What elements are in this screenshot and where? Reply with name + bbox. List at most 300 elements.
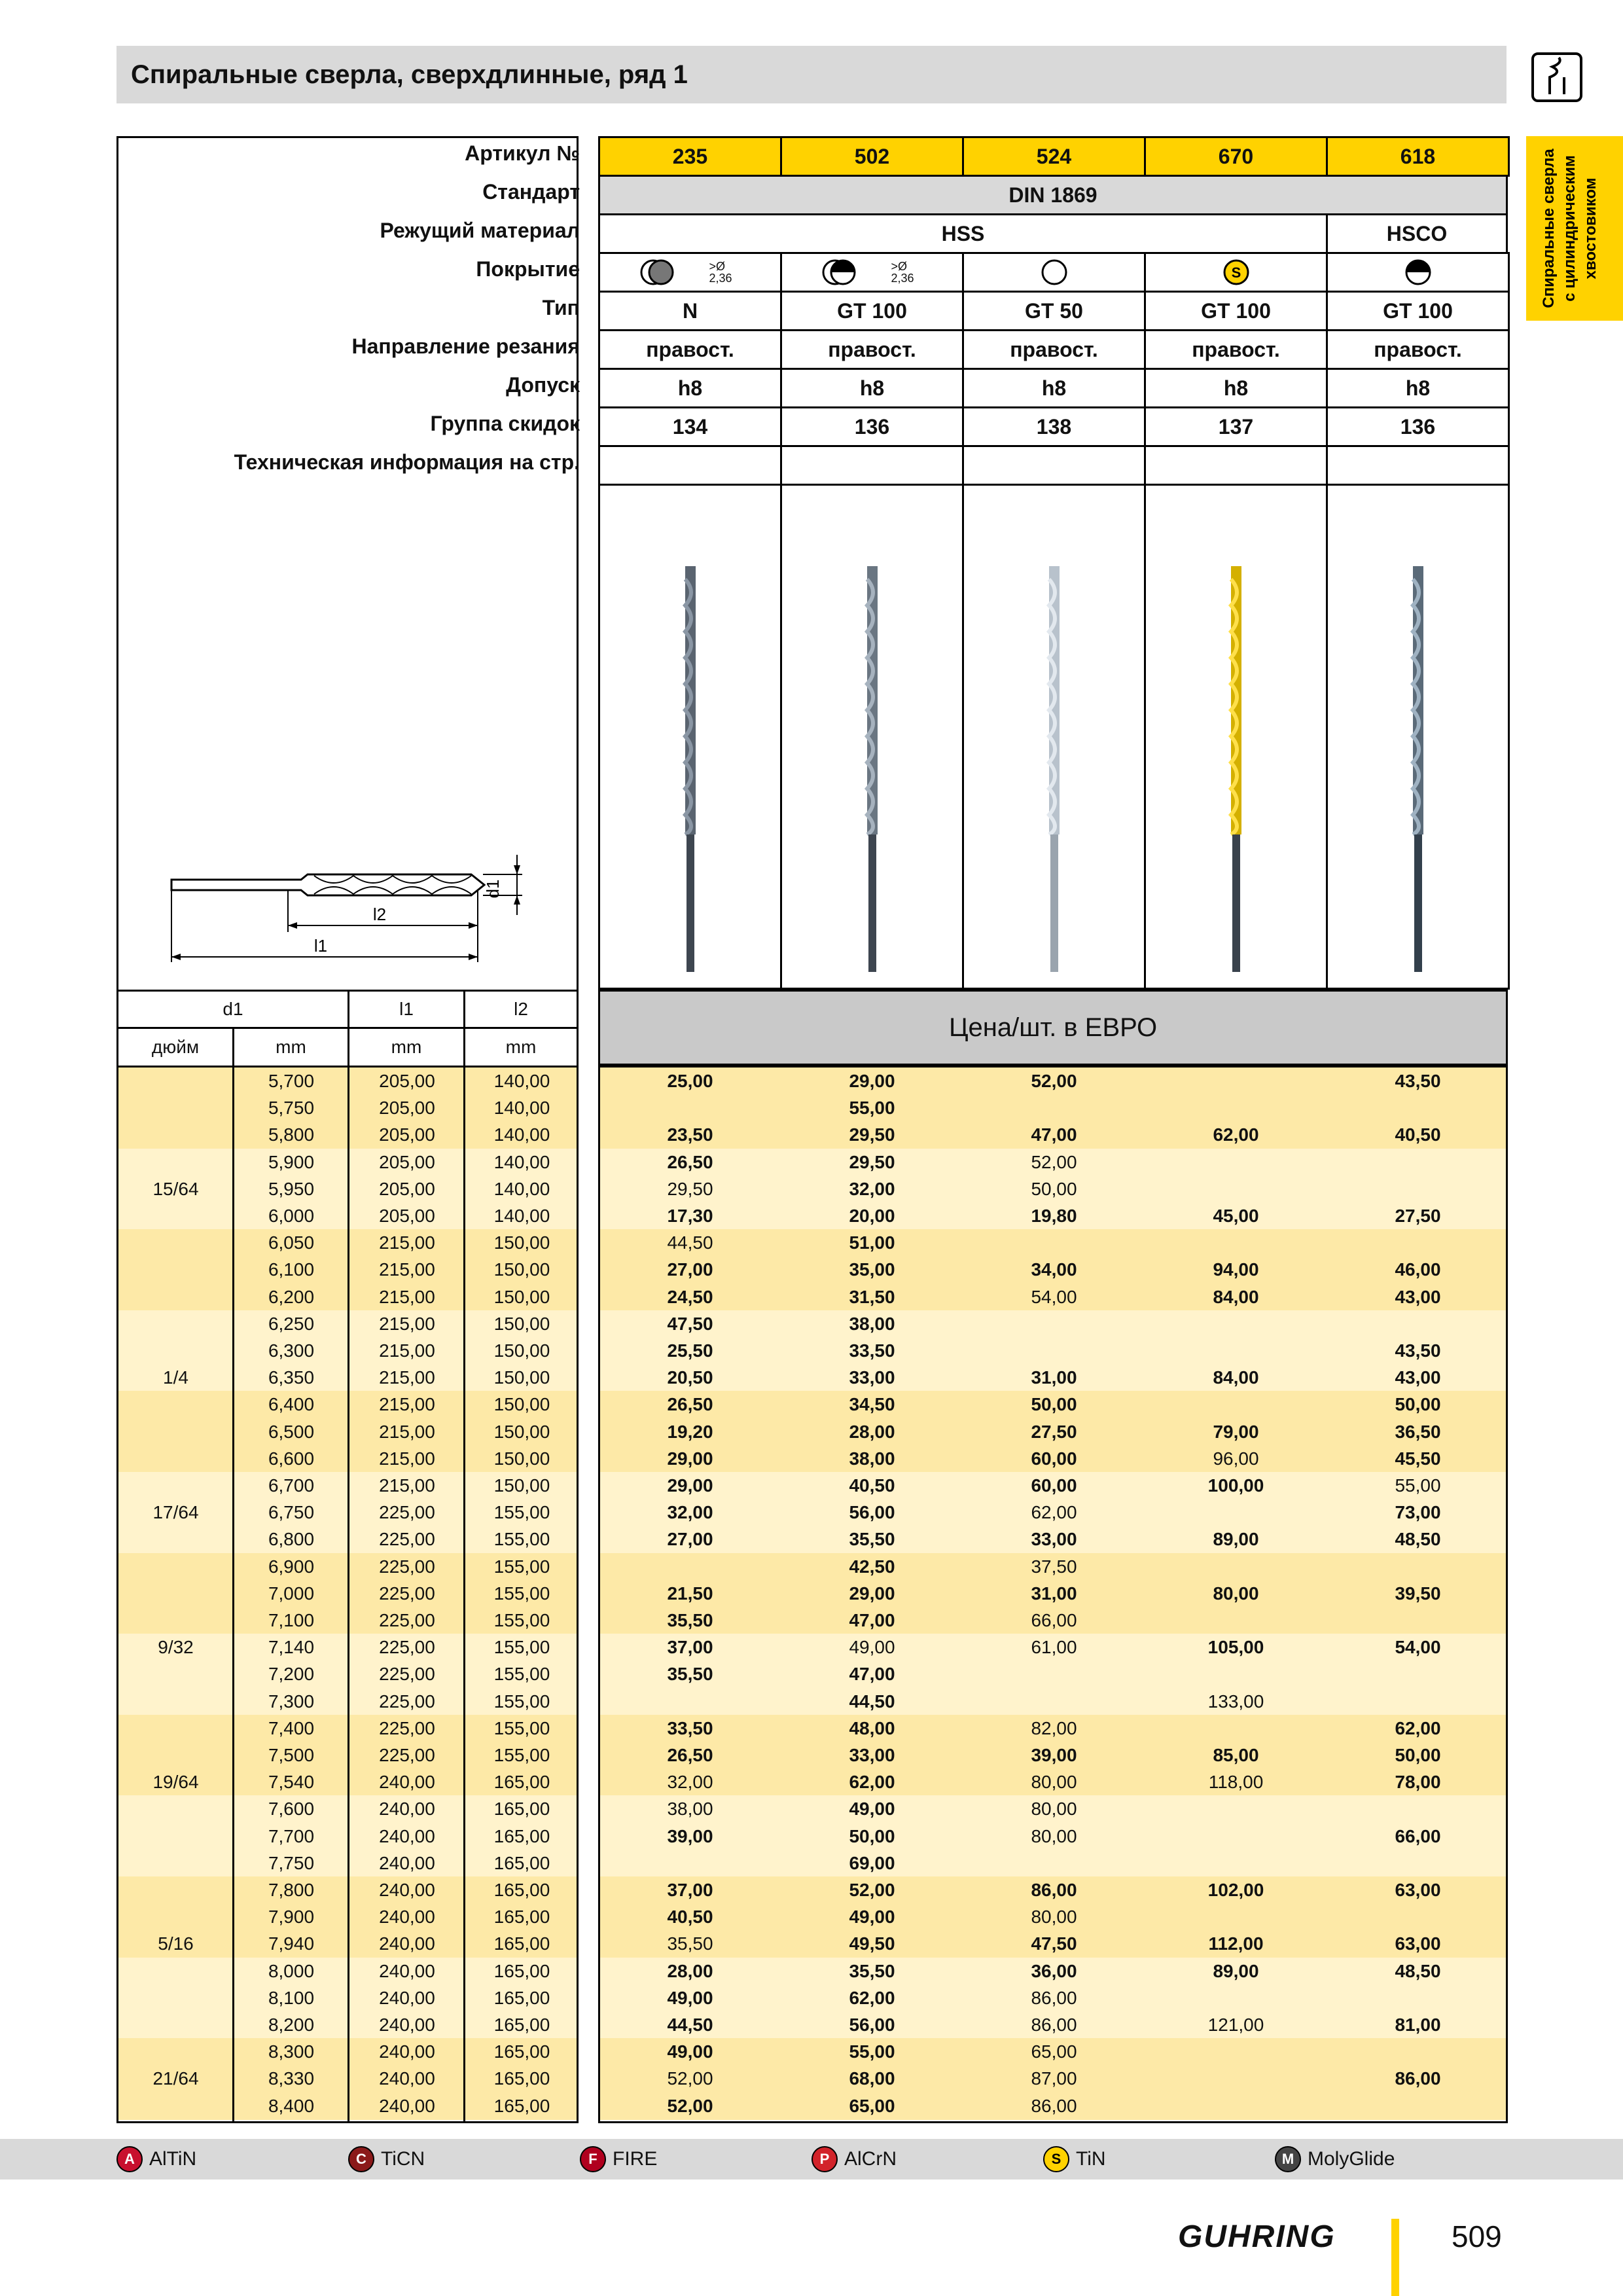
dim-l2-value: 150,00	[493, 1313, 550, 1334]
price-value: 29,00	[849, 1583, 895, 1604]
price-value: 47,50	[667, 1313, 713, 1334]
dim-l2-value: 140,00	[493, 1178, 550, 1199]
price-value: 47,00	[849, 1610, 895, 1630]
price-value: 40,50	[1395, 1124, 1441, 1145]
price-row	[600, 1850, 1506, 1877]
inch-band	[118, 1984, 233, 2012]
legend-item	[1043, 2145, 1106, 2174]
inch-band	[118, 1607, 233, 1634]
dim-l1-value: 205,00	[379, 1124, 435, 1145]
dim-d1-value: 6,350	[268, 1367, 315, 1388]
label-tolerance: Допуск	[506, 373, 580, 397]
drill-image	[853, 566, 892, 972]
molyglide-icon: M	[1275, 2146, 1301, 2172]
label-article: Артикул №	[465, 141, 580, 165]
type-cell: GT 50	[962, 291, 1146, 331]
dim-l1-value: 215,00	[379, 1394, 435, 1415]
page-number: 509	[1452, 2219, 1502, 2253]
type-cell: GT 100	[1144, 291, 1328, 331]
tolerance-cell: h8	[780, 368, 964, 408]
dim-d1-value: 7,600	[268, 1799, 315, 1820]
article-cell: 618	[1326, 136, 1510, 177]
price-value: 55,00	[849, 2041, 895, 2062]
dim-d1-value: 6,800	[268, 1529, 315, 1550]
drill-image	[1217, 566, 1256, 972]
price-value: 17,30	[667, 1206, 713, 1226]
dim-d1-value: 7,940	[268, 1933, 315, 1954]
dim-l1-value: 215,00	[379, 1286, 435, 1307]
tolerance-cell: h8	[598, 368, 782, 408]
price-value: 94,00	[1213, 1259, 1259, 1280]
legend-label: TiCN	[381, 2148, 425, 2170]
dim-l1-value: 225,00	[379, 1637, 435, 1658]
inch-band	[118, 1472, 233, 1499]
price-value: 40,50	[849, 1475, 895, 1496]
inch-band	[118, 1067, 233, 1095]
price-value: 46,00	[1395, 1259, 1441, 1280]
dim-l2-value: 165,00	[493, 2068, 550, 2089]
price-value: 20,50	[667, 1367, 713, 1388]
price-value: 47,00	[1031, 1124, 1077, 1145]
dim-d1-value: 6,500	[268, 1421, 315, 1442]
dim-d1-value: 6,050	[268, 1232, 315, 1253]
price-value: 78,00	[1395, 1772, 1441, 1793]
price-value: 29,50	[667, 1178, 713, 1199]
price-value: 60,00	[1031, 1448, 1077, 1469]
dim-l1-value: 240,00	[379, 2015, 435, 2035]
price-value: 49,00	[849, 1637, 895, 1658]
dim-l2-value: 165,00	[493, 1960, 550, 1981]
price-value: 45,50	[1395, 1448, 1441, 1469]
dim-d1-value: 7,200	[268, 1664, 315, 1685]
dim-d1-value: 6,200	[268, 1286, 315, 1307]
dim-l2-value: 165,00	[493, 1880, 550, 1900]
price-value: 84,00	[1213, 1286, 1259, 1307]
dim-d1-value: 7,540	[268, 1772, 315, 1793]
price-value: 56,00	[849, 2015, 895, 2035]
tolerance-cell: h8	[962, 368, 1146, 408]
dim-d1-value: 5,700	[268, 1071, 315, 1091]
price-value: 121,00	[1207, 2015, 1264, 2035]
dim-l2-value: 155,00	[493, 1637, 550, 1658]
drill-image-cell	[780, 484, 964, 990]
side-tab-line1: Спиральные сверла	[1540, 149, 1558, 308]
price-value: 50,00	[1395, 1394, 1441, 1415]
dim-l1-value: 215,00	[379, 1475, 435, 1496]
dim-l2-value: 165,00	[493, 1825, 550, 1846]
price-value: 26,50	[667, 1151, 713, 1172]
legend-label: MolyGlide	[1308, 2148, 1395, 2170]
price-value: 55,00	[1395, 1475, 1441, 1496]
price-value: 89,00	[1213, 1960, 1259, 1981]
coating-cell	[1144, 252, 1328, 293]
dim-l2-value: 165,00	[493, 1987, 550, 2008]
article-cell: 524	[962, 136, 1146, 177]
dim-d1-value: 7,750	[268, 1852, 315, 1873]
price-value: 52,00	[667, 2068, 713, 2089]
dim-l2-value: 150,00	[493, 1421, 550, 1442]
article-cell: 502	[780, 136, 964, 177]
price-value: 80,00	[1031, 1907, 1077, 1928]
dim-l2-value: 150,00	[493, 1232, 550, 1253]
price-value: 65,00	[849, 2095, 895, 2116]
price-value: 33,00	[849, 1745, 895, 1765]
dim-l1-value: 215,00	[379, 1367, 435, 1388]
inch-band	[118, 1391, 233, 1418]
dim-d1-value: 8,000	[268, 1960, 315, 1981]
tin-icon: S	[1043, 2146, 1069, 2172]
dim-l2-value: 165,00	[493, 1772, 550, 1793]
inch-size-label: 19/64	[152, 1772, 199, 1793]
dim-l1-value: 225,00	[379, 1691, 435, 1712]
price-value: 62,00	[849, 1772, 895, 1793]
price-value: 39,00	[1031, 1745, 1077, 1765]
dim-l2-value: 165,00	[493, 1852, 550, 1873]
price-value: 55,00	[849, 1098, 895, 1119]
price-value: 49,00	[849, 1799, 895, 1820]
price-value: 37,00	[667, 1637, 713, 1658]
price-row	[600, 1094, 1506, 1122]
label-material: Режущий материал	[380, 219, 580, 242]
price-value: 27,50	[1031, 1421, 1077, 1442]
coating-note: >Ø 2,36	[891, 260, 914, 285]
price-value: 33,00	[849, 1367, 895, 1388]
price-value: 50,00	[1395, 1745, 1441, 1765]
dim-l1-value: 240,00	[379, 1907, 435, 1928]
drill-image-cell	[962, 484, 1146, 990]
price-value: 48,50	[1395, 1529, 1441, 1550]
dim-l2-value: 150,00	[493, 1367, 550, 1388]
dim-d1-value: 8,330	[268, 2068, 315, 2089]
price-value: 52,00	[849, 1880, 895, 1900]
price-value: 39,50	[1395, 1583, 1441, 1604]
dim-d1-value: 7,900	[268, 1907, 315, 1928]
price-value: 33,50	[667, 1717, 713, 1738]
label-standard: Стандарт	[482, 180, 580, 204]
article-cell: 235	[598, 136, 782, 177]
price-value: 29,50	[849, 1151, 895, 1172]
legend-label: FIRE	[613, 2148, 658, 2170]
price-value: 100,00	[1207, 1475, 1264, 1496]
price-value: 86,00	[1031, 1987, 1077, 2008]
dim-l1-value: 225,00	[379, 1745, 435, 1765]
price-value: 35,50	[667, 1664, 713, 1685]
column-divider	[232, 1066, 234, 2123]
inch-band	[118, 1121, 233, 1149]
inch-band	[118, 1795, 233, 1823]
material-hss-cell: HSS	[598, 213, 1328, 254]
techinfo-cell	[1326, 445, 1510, 486]
unit-mm-l1: mm	[348, 1027, 465, 1067]
price-value: 84,00	[1213, 1367, 1259, 1388]
label-discount: Группа скидок	[430, 412, 580, 435]
price-value: 32,00	[667, 1772, 713, 1793]
dim-d1-value: 5,950	[268, 1178, 315, 1199]
dim-d1-value: 6,400	[268, 1394, 315, 1415]
unit-inch: дюйм	[116, 1027, 234, 1067]
dim-d1-value: 5,750	[268, 1098, 315, 1119]
inch-size-label: 21/64	[152, 2068, 199, 2089]
price-value: 24,50	[667, 1286, 713, 1307]
drawing-label-l2: l2	[372, 905, 387, 924]
price-value: 21,50	[667, 1583, 713, 1604]
dim-l2-value: 150,00	[493, 1259, 550, 1280]
dim-l2-value: 140,00	[493, 1124, 550, 1145]
price-value: 48,50	[1395, 1960, 1441, 1981]
column-divider	[348, 1066, 349, 2123]
price-value: 86,00	[1395, 2068, 1441, 2089]
inch-band	[118, 1580, 233, 1607]
dim-d1-value: 8,400	[268, 2095, 315, 2116]
price-value: 50,00	[1031, 1394, 1077, 1415]
price-value: 32,00	[849, 1178, 895, 1199]
price-value: 60,00	[1031, 1475, 1077, 1496]
dim-header-l2: l2	[463, 990, 579, 1029]
dim-d1-value: 7,300	[268, 1691, 315, 1712]
inch-band	[118, 1283, 233, 1311]
dim-l2-value: 140,00	[493, 1151, 550, 1172]
dim-l1-value: 205,00	[379, 1151, 435, 1172]
inch-band	[118, 1823, 233, 1850]
dim-d1-value: 6,250	[268, 1313, 315, 1334]
dim-l2-value: 165,00	[493, 2015, 550, 2035]
dim-l1-value: 225,00	[379, 1529, 435, 1550]
price-value: 52,00	[667, 2095, 713, 2116]
dim-l2-value: 165,00	[493, 1933, 550, 1954]
dim-l2-value: 155,00	[493, 1691, 550, 1712]
price-value: 43,50	[1395, 1071, 1441, 1091]
price-value: 19,20	[667, 1421, 713, 1442]
legend-item	[812, 2145, 897, 2174]
price-value: 85,00	[1213, 1745, 1259, 1765]
legend-label: TiN	[1076, 2148, 1106, 2170]
price-value: 25,00	[667, 1071, 713, 1091]
inch-band	[118, 1688, 233, 1715]
dim-l1-value: 240,00	[379, 1772, 435, 1793]
dim-d1-value: 6,600	[268, 1448, 315, 1469]
coating-note: >Ø 2,36	[709, 260, 732, 285]
dim-l1-value: 215,00	[379, 1340, 435, 1361]
legend-item	[116, 2145, 196, 2174]
price-value: 86,00	[1031, 2015, 1077, 2035]
dim-l1-value: 205,00	[379, 1071, 435, 1091]
price-value: 49,00	[849, 1907, 895, 1928]
price-value: 32,00	[667, 1502, 713, 1523]
discount-cell: 137	[1144, 406, 1328, 447]
dim-header-l1: l1	[348, 990, 465, 1029]
dim-d1-value: 7,400	[268, 1717, 315, 1738]
dim-l1-value: 240,00	[379, 1880, 435, 1900]
discount-cell: 138	[962, 406, 1146, 447]
price-value: 89,00	[1213, 1529, 1259, 1550]
unit-mm-l2: mm	[463, 1027, 579, 1067]
price-value: 20,00	[849, 1206, 895, 1226]
inch-band	[118, 1229, 233, 1257]
inch-band	[118, 2038, 233, 2066]
price-value: 37,50	[1031, 1556, 1077, 1577]
price-value: 65,00	[1031, 2041, 1077, 2062]
inch-band	[118, 1715, 233, 1742]
price-value: 28,00	[667, 1960, 713, 1981]
dim-l2-value: 155,00	[493, 1556, 550, 1577]
price-value: 29,00	[849, 1071, 895, 1091]
price-value: 26,50	[667, 1394, 713, 1415]
price-value: 43,00	[1395, 1367, 1441, 1388]
tolerance-cell: h8	[1144, 368, 1328, 408]
dim-l1-value: 215,00	[379, 1259, 435, 1280]
price-value: 56,00	[849, 1502, 895, 1523]
coating-cell	[1326, 252, 1510, 293]
label-coating: Покрытие	[476, 257, 580, 281]
dim-l2-value: 150,00	[493, 1475, 550, 1496]
dim-l1-value: 240,00	[379, 1852, 435, 1873]
price-value: 33,00	[1031, 1529, 1077, 1550]
price-value: 34,00	[1031, 1259, 1077, 1280]
price-value: 39,00	[667, 1825, 713, 1846]
brand-logo: GUHRING	[1178, 2219, 1336, 2254]
dim-l1-value: 240,00	[379, 2095, 435, 2116]
inch-band	[118, 1526, 233, 1553]
inch-band	[118, 1742, 233, 1769]
dim-l2-value: 165,00	[493, 1799, 550, 1820]
inch-band	[118, 1876, 233, 1904]
dim-l1-value: 225,00	[379, 1502, 435, 1523]
label-direction: Направление резания	[351, 334, 580, 358]
dim-l1-value: 215,00	[379, 1448, 435, 1469]
inch-size-label: 15/64	[152, 1178, 199, 1199]
dim-l2-value: 140,00	[493, 1206, 550, 1226]
price-value: 79,00	[1213, 1421, 1259, 1442]
dim-d1-value: 5,800	[268, 1124, 315, 1145]
price-value: 43,50	[1395, 1340, 1441, 1361]
price-value: 44,50	[667, 2015, 713, 2035]
tin-icon	[1221, 257, 1252, 288]
price-value: 73,00	[1395, 1502, 1441, 1523]
inch-band	[118, 1337, 233, 1365]
inch-band	[118, 1256, 233, 1283]
brand-accent-bar	[1391, 2219, 1399, 2296]
price-value: 27,00	[667, 1259, 713, 1280]
dim-l1-value: 225,00	[379, 1583, 435, 1604]
dim-l1-value: 205,00	[379, 1098, 435, 1119]
price-value: 81,00	[1395, 2015, 1441, 2035]
price-value: 29,00	[667, 1475, 713, 1496]
price-value: 27,50	[1395, 1206, 1441, 1226]
dim-l2-value: 155,00	[493, 1610, 550, 1630]
price-value: 54,00	[1395, 1637, 1441, 1658]
side-tab-text	[1531, 141, 1618, 315]
drill-dimension-drawing	[164, 844, 530, 975]
altin-icon: A	[116, 2146, 143, 2172]
price-value: 96,00	[1213, 1448, 1259, 1469]
dim-d1-value: 6,700	[268, 1475, 315, 1496]
price-value: 38,00	[849, 1448, 895, 1469]
price-value: 28,00	[849, 1421, 895, 1442]
price-value: 68,00	[849, 2068, 895, 2089]
drill-image	[1399, 566, 1438, 972]
price-value: 43,00	[1395, 1286, 1441, 1307]
svg-text:S: S	[1231, 264, 1241, 281]
price-value: 36,50	[1395, 1421, 1441, 1442]
dim-l1-value: 205,00	[379, 1206, 435, 1226]
price-value: 87,00	[1031, 2068, 1077, 2089]
price-value: 66,00	[1395, 1825, 1441, 1846]
steam-tip-icon	[637, 257, 709, 288]
dim-d1-value: 8,200	[268, 2015, 315, 2035]
techinfo-cell	[1144, 445, 1328, 486]
dim-d1-value: 8,100	[268, 1987, 315, 2008]
price-value: 37,00	[667, 1880, 713, 1900]
price-value: 62,00	[1031, 1502, 1077, 1523]
fire-icon: F	[580, 2146, 606, 2172]
tolerance-cell: h8	[1326, 368, 1510, 408]
dim-l2-value: 165,00	[493, 2095, 550, 2116]
price-value: 49,50	[849, 1933, 895, 1954]
dim-header-d1: d1	[116, 990, 349, 1029]
price-value: 19,80	[1031, 1206, 1077, 1226]
dim-l1-value: 225,00	[379, 1610, 435, 1630]
unit-mm-d1: mm	[232, 1027, 349, 1067]
dim-l2-value: 150,00	[493, 1448, 550, 1469]
article-cell: 670	[1144, 136, 1328, 177]
inch-band	[118, 1553, 233, 1581]
half-steam-icon	[1402, 257, 1434, 288]
price-row	[600, 1688, 1506, 1715]
drill-image	[671, 566, 710, 972]
legend-label: AlTiN	[149, 2148, 197, 2170]
price-value: 35,00	[849, 1259, 895, 1280]
inch-size-label: 1/4	[163, 1367, 188, 1388]
price-value: 48,00	[849, 1717, 895, 1738]
price-value: 47,00	[849, 1664, 895, 1685]
dim-d1-value: 7,140	[268, 1637, 315, 1658]
direction-cell: правост.	[598, 329, 782, 370]
techinfo-cell	[962, 445, 1146, 486]
price-value: 52,00	[1031, 1071, 1077, 1091]
dim-d1-value: 6,100	[268, 1259, 315, 1280]
price-value: 63,00	[1395, 1933, 1441, 1954]
price-value: 50,00	[849, 1825, 895, 1846]
legend-label: AlCrN	[844, 2148, 897, 2170]
inch-band	[118, 1958, 233, 1985]
ticn-icon: C	[348, 2146, 374, 2172]
steam-tip-icon	[819, 257, 891, 288]
label-type: Тип	[542, 296, 580, 319]
dim-l1-value: 215,00	[379, 1421, 435, 1442]
material-hsco-cell: HSCO	[1326, 213, 1508, 254]
legend-item	[580, 2145, 657, 2174]
label-techinfo: Техническая информация на стр.	[234, 450, 580, 474]
inch-band	[118, 1310, 233, 1338]
type-cell: N	[598, 291, 782, 331]
price-value: 112,00	[1208, 1933, 1264, 1954]
dim-l2-value: 150,00	[493, 1340, 550, 1361]
price-value: 25,50	[667, 1340, 713, 1361]
dim-l1-value: 225,00	[379, 1556, 435, 1577]
inch-band	[118, 1202, 233, 1230]
price-value: 54,00	[1031, 1286, 1077, 1307]
dim-l1-value: 240,00	[379, 1799, 435, 1820]
dim-l2-value: 150,00	[493, 1286, 550, 1307]
dim-l1-value: 225,00	[379, 1664, 435, 1685]
inch-size-label: 9/32	[158, 1637, 194, 1658]
direction-cell: правост.	[962, 329, 1146, 370]
price-value: 35,50	[849, 1960, 895, 1981]
direction-cell: правост.	[780, 329, 964, 370]
legend-item	[1275, 2145, 1395, 2174]
price-value: 36,00	[1031, 1960, 1077, 1981]
discount-cell: 136	[780, 406, 964, 447]
